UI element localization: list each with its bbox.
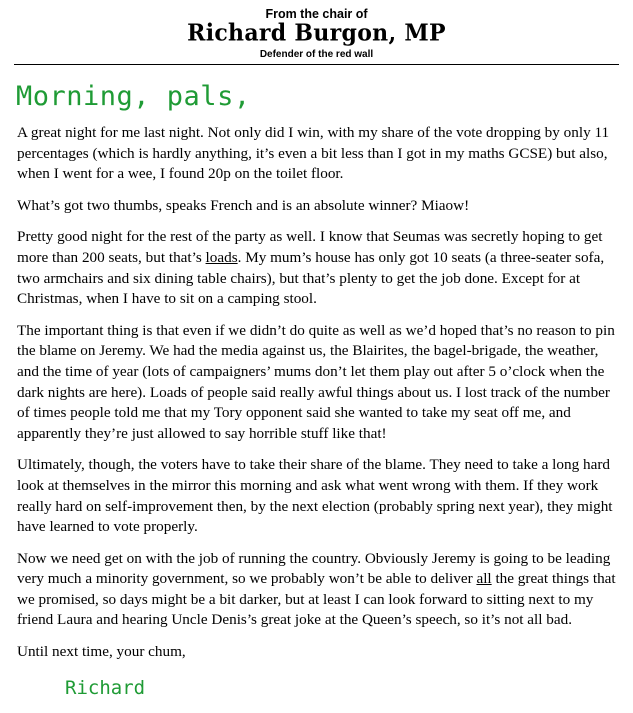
letterhead-top-line: From the chair of	[265, 7, 368, 21]
paragraph-5: Ultimately, though, the voters have to take their share of the blame. They need to take a long hard look at themselves in the mirror this morning and ask what went wrong with them. If they work really hard on self-improvement then, by the next election (probably spring next year), they might have learned to vote properly.	[17, 456, 613, 536]
letterhead-subtitle: Defender of the red wall	[259, 49, 374, 60]
paragraph-3-part-1: Pretty good night for the rest of the party as well. I know that Seumas was secretly hoping to get more than 200 seats, but that’s	[17, 228, 603, 266]
paragraph-3-part-2: . My mum’s house has only got 10 seats (a three-seater sofa, two armchairs and six dining table chairs), but that’s plenty to get the job done. Except for at Christmas, when I have to sit on a camping stool.	[17, 248, 605, 308]
underlined-word-loads: loads	[205, 248, 238, 266]
paragraph-1: A great night for me last night. Not only did I win, with my share of the vote dropping by only 11 percentages (which is hardly anything, it’s even a bit less than I got in my maths GCSE) but also, when I went for a wee, I found 20p on the toilet floor.	[17, 124, 610, 183]
paragraph-6-part-1: Now we need get on with the job of running the country. Obviously Jeremy is going to be leading very much a minority government, so we probably won’t be able to deliver	[17, 549, 611, 588]
greeting: Morning, pals,	[16, 81, 251, 112]
signature: Richard	[65, 677, 146, 699]
letter-body	[17, 123, 617, 674]
paragraph-6	[17, 549, 617, 631]
paragraph-4: The important thing is that even if we didn’t do quite as well as we’d hoped that’s no reason to pin the blame on Jeremy. We had the media against us, the Blairites, the bagel-brigade, the weather, and the time of year (lots of campaigners’ mums don’t let them play out after 5 o’clock when the dark nights are here). Loads of people said really awful things about us. I lost track of the number of times people told me that my Tory opponent said she wanted to take my seat off me, and apparently they’re just allowed to say horrible stuff like that!	[17, 321, 615, 442]
paragraph-6-part-2: the great things that we promised, so days might be a bit darker, but at least I can look forward to sitting next to my friend Laura and hearing Uncle Denis’s great joke at the Queen’s speech, so it’s not all bad.	[17, 570, 616, 629]
paragraph-2: What’s got two thumbs, speaks French and is an absolute winner? Miaow!	[17, 196, 470, 214]
header-divider	[14, 64, 619, 65]
paragraph-3	[17, 227, 617, 309]
underlined-word-all: all	[476, 570, 492, 588]
letterhead-name: Richard Burgon, MP	[187, 19, 446, 47]
signoff: Until next time, your chum,	[17, 643, 186, 661]
